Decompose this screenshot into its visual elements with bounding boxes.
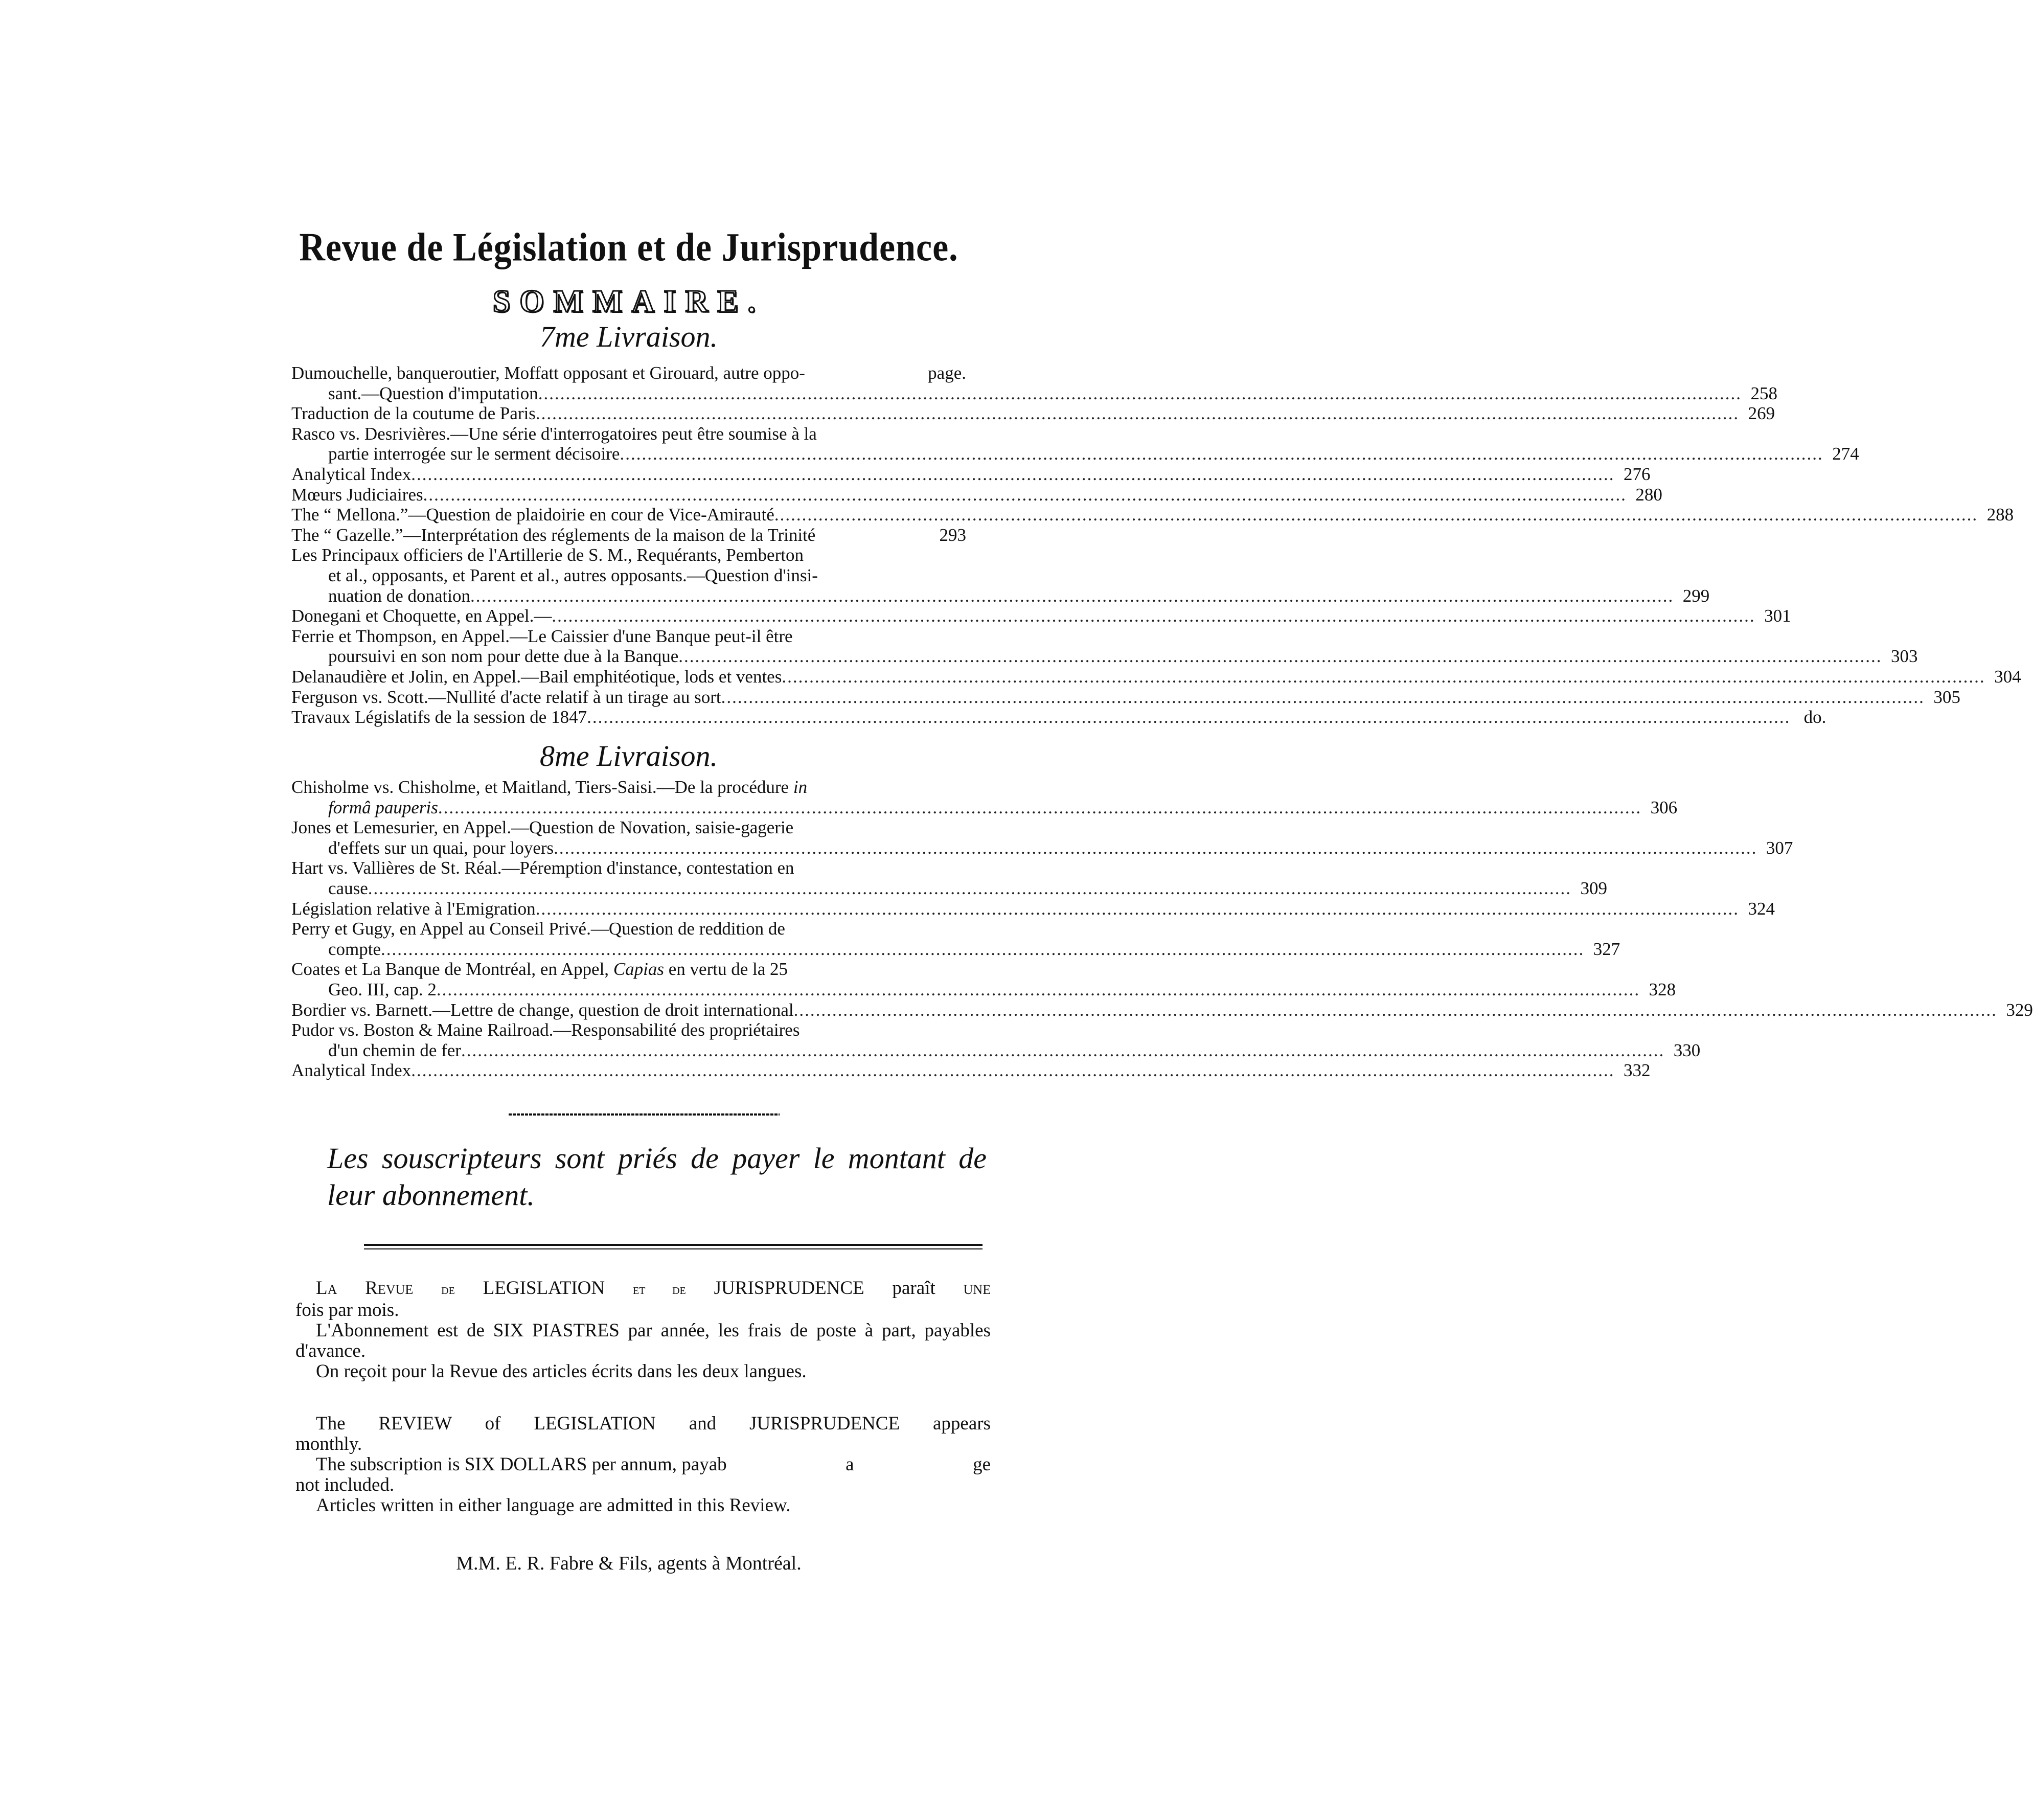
toc-entry: [291, 687, 1960, 708]
toc-entry-text: en vertu de la 25: [668, 959, 788, 980]
toc-entry-text: cause: [328, 878, 368, 898]
subscriber-notice: Les souscripteurs sont priés de payer le montant de leur abonnement.: [327, 1142, 987, 1212]
review-name: La Revue: [316, 1278, 414, 1299]
toc-entry-text: Travaux Législatifs de la session de 1847: [291, 707, 587, 727]
toc-entry-text: sant.—Question d'imputation: [328, 383, 538, 403]
text-fragment: une: [963, 1278, 991, 1299]
text-fragment: JURISPRUDENCE: [714, 1278, 864, 1299]
toc-page-number: 301: [1764, 606, 1791, 626]
toc-page-number: 327: [1593, 939, 1620, 959]
double-rule-bottom: [364, 1248, 983, 1249]
toc-page-number: 299: [1682, 585, 1710, 606]
toc-livraison-7: [291, 363, 2021, 727]
french-articles: On reçoit pour la Revue des articles écrits dans les deux langues.: [316, 1361, 807, 1382]
toc-entry-text: The “ Mellona.”—Question de plaidoirie en cour de Vice-Amirauté: [291, 505, 774, 525]
toc-entry-text: Bordier vs. Barnett.—Lettre de change, question de droit international: [291, 999, 794, 1020]
toc-entry-text: Delanaudière et Jolin, en Appel.—Bail emphitéotique, lods et ventes: [291, 666, 782, 687]
toc-page-number: 258: [1750, 383, 1777, 403]
toc-page-number: 332: [1623, 1060, 1651, 1081]
toc-page-number: 305: [1933, 687, 1960, 707]
toc-entry-text: Mœurs Judiciaires: [291, 484, 423, 505]
toc-entry: [291, 505, 2014, 525]
toc-entry-text: compte: [328, 939, 381, 959]
toc-entry: [291, 919, 966, 939]
toc-entry-text: Traduction de la coutume de Paris: [291, 403, 536, 424]
toc-page-number: 303: [1891, 646, 1918, 667]
toc-entry-text: Perry et Gugy, en Appel au Conseil Privé.—Question de reddition de: [291, 919, 785, 939]
agents-line: M.M. E. R. Fabre & Fils, agents à Montréal.: [456, 1553, 802, 1574]
toc-entry-text: d'effets sur un quai, pour loyers: [328, 837, 554, 858]
toc-entry-text: Analytical Index: [291, 1060, 412, 1081]
english-subscription-info: [295, 1414, 991, 1516]
toc-entry: [291, 777, 966, 798]
toc-entry-text: Ferguson vs. Scott.—Nullité d'acte relatif à un tirage au sort: [291, 687, 721, 707]
english-articles: Articles written in either language are admitted in this Review.: [316, 1495, 791, 1516]
toc-entry: [291, 858, 966, 878]
toc-entry-text: Jones et Lemesurier, en Appel.—Question de Novation, saisie-gagerie: [291, 817, 794, 838]
toc-entry: [291, 1020, 966, 1040]
toc-entry-text: Ferrie et Thompson, en Appel.—Le Caissier d'une Banque peut-il être: [291, 626, 793, 646]
toc-entry-text: Hart vs. Vallières de St. Réal.—Péremption d'instance, contestation en: [291, 858, 794, 878]
toc-entry-text: Pudor vs. Boston & Maine Railroad.—Responsabilité des propriétaires: [291, 1020, 800, 1040]
toc-entry: [291, 525, 966, 545]
english-price: The subscription is SIX DOLLARS per annum, payab: [316, 1454, 727, 1475]
toc-entry: [291, 606, 1791, 626]
toc-page-number: do.: [1803, 707, 1826, 727]
toc-entry-text: Donegani et Choquette, en Appel.—: [291, 606, 552, 626]
toc-page-number: 328: [1649, 979, 1676, 999]
toc-entry-text: Analytical Index: [291, 464, 412, 484]
toc-entry: [291, 1060, 1651, 1081]
text-fragment: a: [846, 1454, 854, 1475]
toc-entry: [291, 424, 966, 444]
toc-entry-text: formâ pauperis: [328, 797, 438, 817]
english-price-cont: not included.: [295, 1474, 395, 1495]
english-frequency: monthly.: [295, 1434, 362, 1454]
toc-entry-text: et al., opposants, et Parent et al., autres opposants.—Question d'insi-: [328, 565, 818, 585]
toc-entry: [291, 403, 1775, 424]
text-fragment: et de: [633, 1282, 686, 1298]
toc-entry-text: Législation relative à l'Emigration: [291, 898, 536, 919]
french-frequency: fois par mois.: [295, 1300, 399, 1321]
page-column-label: page.: [928, 363, 966, 383]
toc-entry-text: nuation de donation: [328, 585, 471, 606]
toc-entry: [291, 545, 966, 565]
toc-livraison-8: [291, 777, 2033, 1081]
livraison-8-heading: 8me Livraison.: [540, 739, 718, 772]
toc-entry-text: The “ Gazelle.”—Interprétation des réglements de la maison de la Trinité: [291, 525, 816, 545]
text-fragment: LEGISLATION: [483, 1278, 605, 1299]
toc-entry: [291, 464, 1651, 485]
toc-entry: [291, 817, 966, 838]
text-fragment: ge: [973, 1454, 991, 1475]
toc-page-number: 309: [1580, 878, 1607, 898]
livraison-7-heading: 7me Livraison.: [540, 320, 718, 353]
toc-page-number: 293: [939, 525, 966, 545]
french-subscription-info: [295, 1278, 991, 1382]
toc-page-number: 304: [1994, 666, 2021, 687]
toc-entry: [291, 484, 1662, 505]
toc-entry: [291, 999, 2033, 1020]
toc-entry-text: Les Principaux officiers de l'Artillerie de S. M., Requérants, Pemberton: [291, 545, 804, 565]
toc-entry-italic: Capias: [613, 959, 665, 980]
toc-page-number: 276: [1623, 464, 1651, 484]
text-fragment: de: [441, 1282, 455, 1298]
toc-page-number: 324: [1748, 898, 1775, 919]
toc-page-number: 329: [2006, 999, 2033, 1020]
sommaire-heading: SOMMAIRE.: [492, 284, 765, 319]
toc-entry-text: d'un chemin de fer: [328, 1040, 461, 1060]
toc-entry-text: Chisholme vs. Chisholme, et Maitland, Tiers-Saisi.—De la procédure: [291, 777, 789, 797]
toc-page-number: 307: [1766, 837, 1793, 858]
french-price: L'Abonnement est de SIX PIASTRES par année, les frais de poste à part, payables d'avance.: [295, 1320, 991, 1361]
toc-page-number: 306: [1650, 797, 1678, 817]
toc-entry-text: Dumouchelle, banqueroutier, Moffatt opposant et Girouard, autre oppo-: [291, 363, 805, 383]
toc-entry-text: partie interrogée sur le serment décisoire: [328, 444, 620, 464]
toc-entry: [291, 959, 966, 980]
toc-page-number: 288: [1986, 505, 2014, 525]
toc-entry: [291, 363, 966, 383]
toc-page-number: 330: [1673, 1040, 1701, 1060]
toc-entry: [291, 898, 1775, 919]
toc-entry: [291, 707, 1826, 727]
text-fragment: paraît: [892, 1278, 935, 1299]
page-title: Revue de Législation et de Jurisprudence.: [299, 225, 958, 270]
toc-entry-text: Geo. III, cap. 2: [328, 979, 437, 999]
toc-entry-text: Rasco vs. Desrivières.—Une série d'interrogatoires peut être soumise à la: [291, 423, 817, 444]
toc-page-number: 269: [1748, 403, 1775, 424]
english-review-name: The REVIEW of LEGISLATION and JURISPRUDENCE appears: [316, 1413, 991, 1434]
toc-page-number: 274: [1832, 444, 1859, 464]
toc-entry-italic: in: [793, 777, 808, 797]
toc-entry-text: poursuivi en son nom pour dette due à la Banque: [328, 646, 679, 667]
double-rule-top: [364, 1244, 983, 1246]
toc-entry: [291, 666, 2021, 687]
toc-entry-text: Coates et La Banque de Montréal, en Appel,: [291, 959, 609, 980]
ornamental-divider: [509, 1113, 780, 1116]
toc-page-number: 280: [1635, 484, 1662, 505]
toc-entry: [291, 626, 966, 647]
